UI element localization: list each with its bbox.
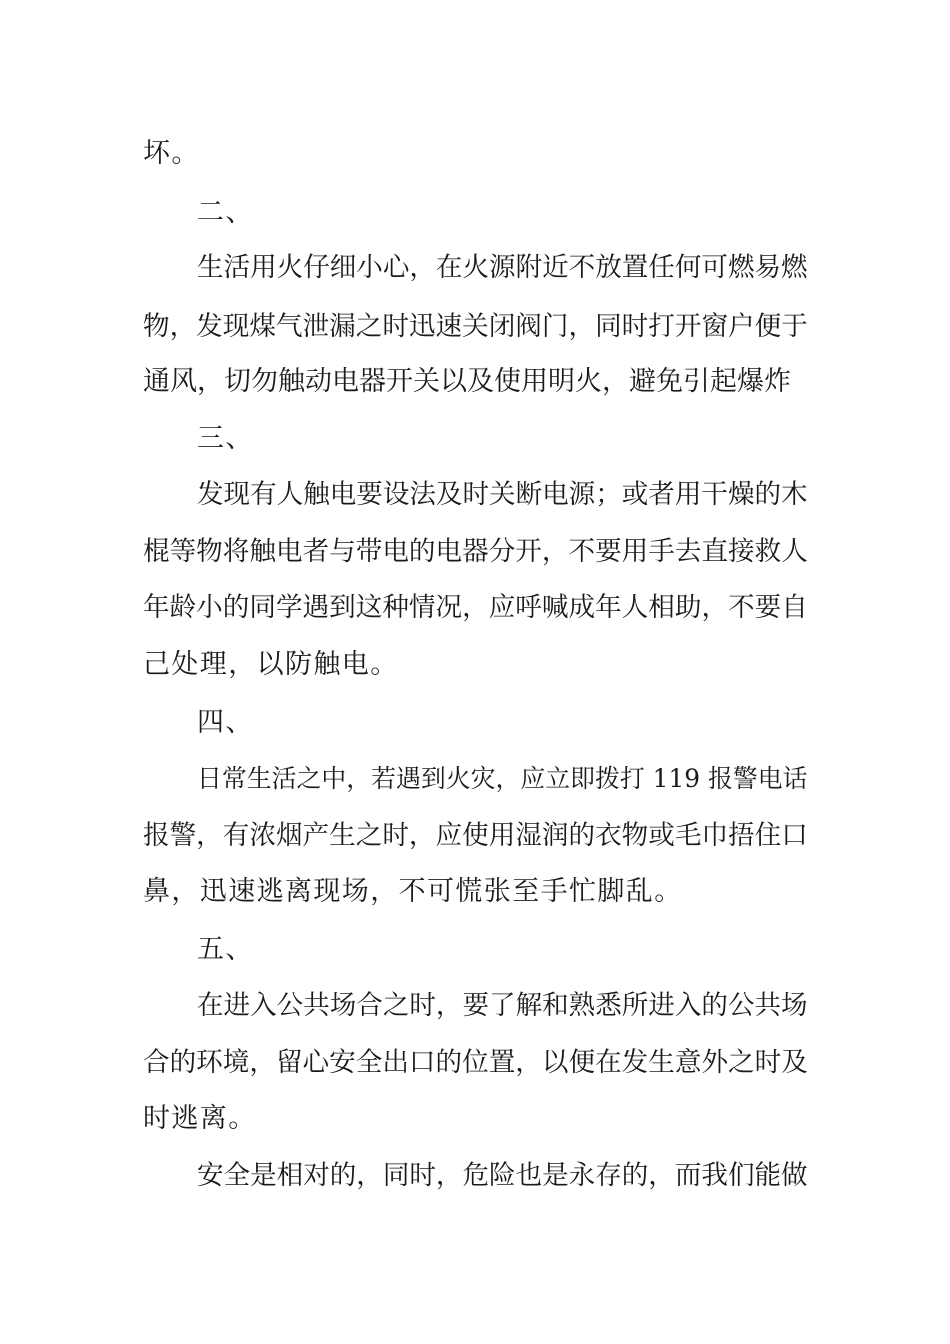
text-line: 通风，切勿触动电器开关以及使用明火，避免引起爆炸: [143, 366, 791, 397]
section-number: 三、: [197, 423, 254, 454]
text-line: 己处理，以防触电。: [143, 649, 399, 680]
section-number: 二、: [197, 197, 254, 228]
text-line: 棍等物将触电者与带电的电器分开，不要用手去直接救人: [143, 536, 808, 567]
section-number: 四、: [197, 707, 254, 738]
text-line: 坏。: [143, 138, 200, 169]
text-line: 报警，有浓烟产生之时，应使用湿润的衣物或毛巾捂住口: [143, 820, 808, 851]
text-line: 物，发现煤气泄漏之时迅速关闭阀门，同时打开窗户便于: [143, 311, 808, 342]
section-number: 五、: [197, 934, 254, 965]
text-line: 生活用火仔细小心，在火源附近不放置任何可燃易燃: [197, 252, 808, 283]
text-line: 年龄小的同学遇到这种情况，应呼喊成年人相助，不要自: [143, 592, 808, 623]
text-line: 安全是相对的，同时，危险也是永存的，而我们能做: [197, 1160, 808, 1191]
text-line: 发现有人触电要设法及时关断电源；或者用干燥的木: [197, 479, 808, 510]
text-line: 在进入公共场合之时，要了解和熟悉所进入的公共场: [197, 990, 808, 1021]
text-line: 合的环境，留心安全出口的位置，以便在发生意外之时及: [143, 1047, 808, 1078]
text-line: 鼻，迅速逃离现场，不可慌张至手忙脚乱。: [143, 876, 683, 907]
text-line: 日常生活之中，若遇到火灾，应立即拨打 119 报警电话: [197, 764, 808, 793]
text-line: 时逃离。: [143, 1103, 257, 1134]
